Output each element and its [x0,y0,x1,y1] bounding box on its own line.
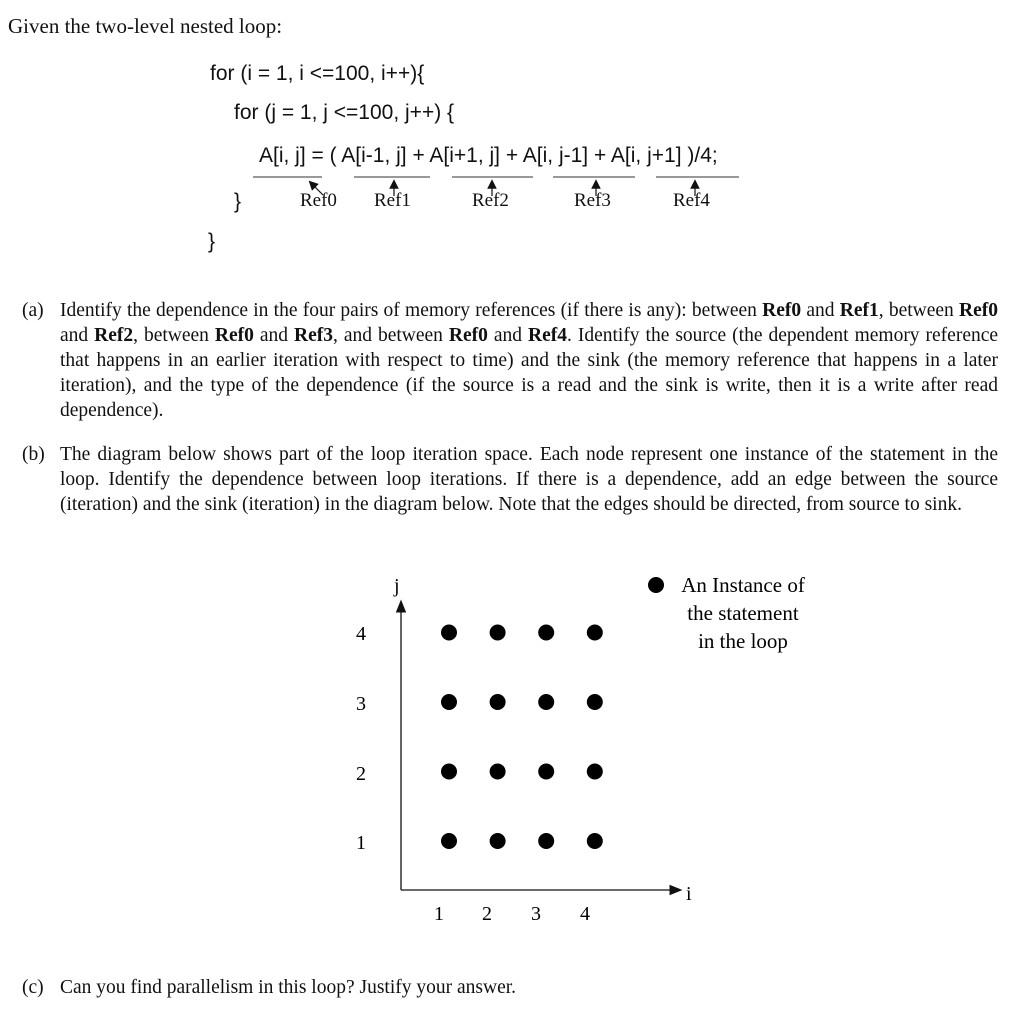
part-a [22,298,998,423]
legend-line-1: An Instance of [681,573,805,597]
iteration-node [441,625,457,641]
ref-annotations [0,0,1024,260]
iteration-node [441,694,457,710]
part-a-label: (a) [22,300,44,321]
iteration-node [538,764,554,780]
code-inner-loop: for (j = 1, j <=100, j++) { [234,101,455,124]
ref2-label: Ref2 [472,190,509,211]
part-c-label: (c) [22,977,44,998]
code-inner-close: } [234,190,242,213]
iteration-node [587,694,603,710]
legend-line-3: in the loop [698,629,788,653]
code-outer-close: } [208,230,216,253]
iteration-node [490,625,506,641]
iteration-nodes [441,625,603,850]
x-axis-label: i [686,883,692,905]
iteration-node [441,764,457,780]
code-statement: A[i, j] = ( A[i-1, j] + A[i+1, j] + A[i, j-1] + A[i, j+1] )/4; [259,144,718,167]
iteration-node [538,833,554,849]
iteration-node [587,833,603,849]
legend-line-2: the statement [687,601,799,625]
part-b-label: (b) [22,444,45,465]
legend-marker [648,577,664,593]
x-tick-1: 1 [434,903,444,925]
iteration-node [441,833,457,849]
part-b-text: The diagram below shows part of the loop iteration space. Each node represent one instance of the statement in the loop. Identify the dependence between loop iterations. If there is a dependence, add an edge between the source (iteration) and the sink (iteration) in the diagram below. Note that the edges should be directed, from source to sink. [60,444,998,515]
iteration-node [538,625,554,641]
iteration-node [587,625,603,641]
iteration-node [538,694,554,710]
ref3-label: Ref3 [574,190,611,211]
part-c-text: Can you find parallelism in this loop? Justify your answer. [60,977,517,998]
y-axis-label: j [394,575,400,597]
part-c [22,975,998,1000]
iteration-node [490,694,506,710]
intro-text: Given the two-level nested loop: [8,14,283,38]
x-tick-3: 3 [531,903,541,925]
ref4-label: Ref4 [673,190,710,211]
code-outer-loop: for (i = 1, i <=100, i++){ [210,62,425,85]
iteration-node [587,764,603,780]
iteration-node [490,833,506,849]
ref0-label: Ref0 [300,190,337,211]
iteration-node [490,764,506,780]
part-b [22,442,998,517]
x-tick-4: 4 [580,903,590,925]
part-a-text: Identify the dependence in the four pairs of memory references (if there is any): between Ref0 and Ref1, between Ref0 and Ref2, between Ref0 and Ref3, and between Ref0 and Ref4. Identify the source (the dependent memory reference that happens in an earlier iteration with respect to time) and the sink (the memory reference that happens in a later iteration), and the type of the dependence (if the source is a read and the sink is write, then it is a write after read dependence). [60,300,999,421]
y-tick-4: 4 [356,623,366,645]
iteration-space-diagram [0,560,1024,940]
y-tick-3: 3 [356,693,366,715]
y-tick-2: 2 [356,763,366,785]
ref1-label: Ref1 [374,190,411,211]
y-tick-1: 1 [356,832,366,854]
x-tick-2: 2 [482,903,492,925]
